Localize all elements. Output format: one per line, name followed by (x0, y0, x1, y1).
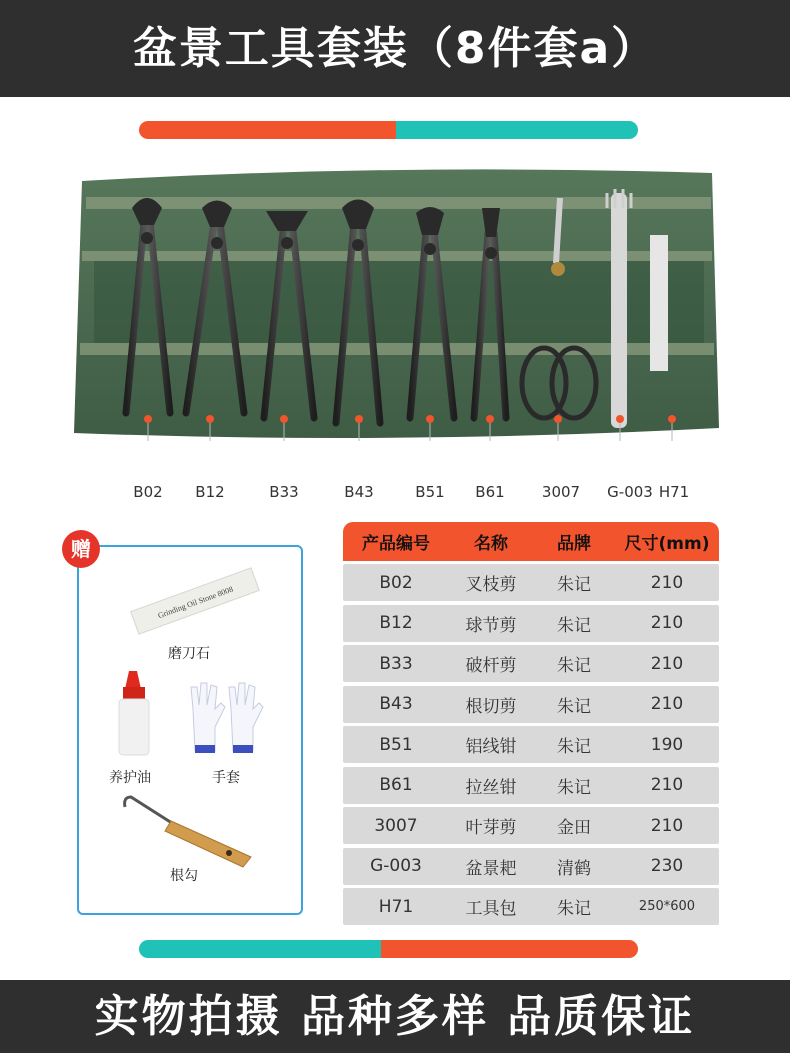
cell-size: 190 (650, 734, 684, 755)
table-row (343, 807, 719, 844)
cell-brand: 朱记 (557, 899, 591, 919)
cell-size: 230 (650, 856, 684, 876)
cell-size: 210 (650, 775, 684, 795)
cell-brand: 朱记 (557, 656, 591, 676)
cell-brand: 清鹤 (557, 858, 591, 879)
root-hook-image (119, 791, 259, 871)
tool-label: H71 (658, 483, 690, 501)
table-row (343, 605, 719, 642)
cell-brand: 朱记 (557, 696, 591, 717)
gift-badge: 赠 (62, 530, 100, 568)
cell-brand: 朱记 (557, 575, 591, 595)
gift-label-stone: 磨刀石 (168, 646, 210, 662)
cell-size: 210 (650, 613, 684, 633)
table-header (343, 522, 719, 561)
cell-size: 210 (650, 815, 684, 836)
cell-brand: 朱记 (557, 737, 591, 757)
cell-name: 工具包 (465, 899, 517, 919)
table-row (343, 848, 719, 885)
table-row (343, 686, 719, 723)
grinding-stone-image (127, 561, 263, 641)
cell-name: 盆景耙 (465, 858, 517, 879)
tool-label: B12 (195, 483, 225, 501)
gift-label-oil: 养护油 (109, 770, 151, 786)
cell-code: B43 (379, 694, 413, 714)
cell-size: 210 (650, 694, 684, 714)
tool-roll-photo (74, 163, 719, 441)
decorative-top-bar (139, 121, 638, 139)
gift-label-gloves: 手套 (212, 770, 240, 786)
gift-panel (77, 545, 303, 915)
tool-label: G-003 (607, 483, 653, 501)
cell-code: B33 (379, 653, 413, 674)
cell-code: B12 (379, 613, 413, 633)
cell-name: 根切剪 (465, 696, 517, 717)
header-code: 产品编号 (362, 534, 430, 554)
product-table (343, 522, 719, 929)
cell-size: 210 (650, 572, 684, 593)
cell-name: 叶芽剪 (465, 818, 517, 838)
tool-label: B61 (475, 483, 505, 501)
gift-label-hook: 根勾 (170, 868, 198, 884)
tool-label: B02 (133, 483, 163, 501)
table-row (343, 767, 719, 804)
cell-name: 拉丝钳 (465, 777, 517, 798)
cell-size: 210 (650, 653, 684, 674)
cell-code: 3007 (374, 815, 418, 836)
cell-code: B61 (379, 775, 413, 795)
cell-brand: 金田 (557, 818, 591, 838)
tool-label: B43 (344, 483, 374, 501)
table-row (343, 888, 719, 925)
cell-code: B02 (379, 572, 413, 593)
tool-label: B51 (415, 483, 445, 501)
tool-code-labels (0, 455, 790, 501)
cell-name: 破杆剪 (465, 656, 517, 676)
cell-code: H71 (378, 896, 414, 917)
tool-label: B33 (269, 483, 299, 501)
oil-bottle-image (113, 669, 157, 759)
cell-code: B51 (379, 734, 413, 755)
header-brand: 品牌 (557, 534, 591, 554)
cell-name: 叉枝剪 (465, 575, 517, 595)
header-size: 尺寸(mm) (624, 534, 710, 554)
page-title: 盆景工具套装（8件套a） (0, 0, 790, 97)
table-row (343, 726, 719, 763)
header-name: 名称 (474, 534, 508, 554)
table-row (343, 564, 719, 601)
cell-brand: 朱记 (557, 777, 591, 798)
cell-code: G-003 (370, 856, 422, 876)
table-row (343, 645, 719, 682)
cell-size: 250*600 (638, 899, 696, 914)
tool-label: 3007 (541, 483, 581, 501)
svg-text:Grinding Oil Stone 8008: Grinding Oil Stone 8008 (156, 584, 235, 621)
footer-slogan: 实物拍摄 品种多样 品质保证 (0, 980, 790, 1053)
cell-name: 铝线钳 (465, 737, 517, 757)
cell-brand: 朱记 (557, 615, 591, 636)
cell-name: 球节剪 (465, 615, 517, 636)
gloves-image (185, 679, 271, 757)
decorative-bottom-bar (139, 940, 638, 958)
